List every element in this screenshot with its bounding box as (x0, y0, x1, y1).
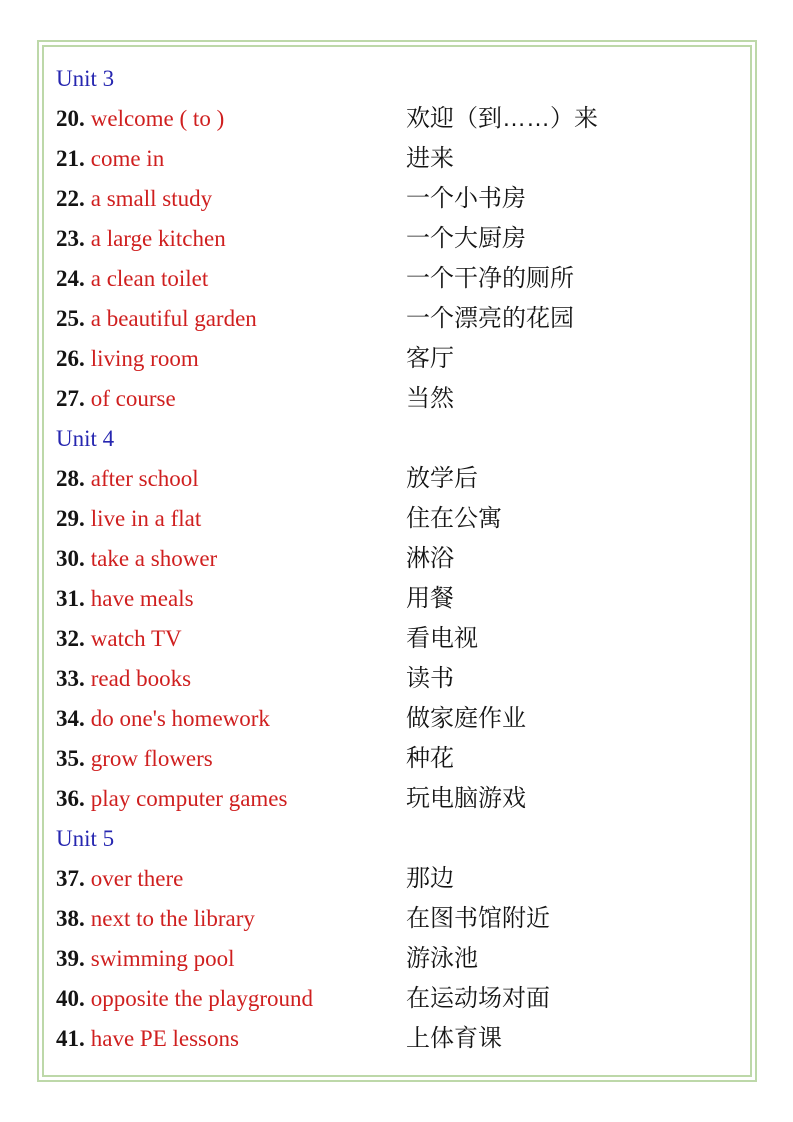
document-page (37, 40, 757, 1082)
entry-chinese: 种花 (406, 745, 454, 772)
entry-english-cell (56, 859, 406, 899)
entry-english-cell (56, 499, 406, 539)
entry-english: next to the library (90, 906, 255, 931)
entry-number: 28. (56, 466, 85, 491)
entry-english: play computer games (90, 786, 288, 811)
entry-chinese: 进来 (406, 145, 454, 172)
entry-number: 23. (56, 226, 85, 251)
entry-number: 39. (56, 946, 85, 971)
vocabulary-list (44, 47, 750, 1059)
entry-chinese: 一个干净的厕所 (406, 265, 574, 292)
entry-english: read books (90, 666, 192, 691)
entry-chinese: 一个漂亮的花园 (406, 305, 574, 332)
entry-chinese: 看电视 (406, 625, 478, 652)
entry-english-cell (56, 99, 406, 139)
entry-number: 29. (56, 506, 85, 531)
entry-number: 26. (56, 346, 85, 371)
vocab-row (56, 179, 750, 219)
entry-english: live in a flat (90, 506, 202, 531)
vocab-row (56, 979, 750, 1019)
vocab-row (56, 579, 750, 619)
entry-number: 41. (56, 1026, 85, 1051)
unit-heading: Unit 5 (56, 826, 115, 851)
vocab-row (56, 859, 750, 899)
entry-english: watch TV (90, 626, 182, 651)
vocab-row (56, 259, 750, 299)
entry-number: 32. (56, 626, 85, 651)
entry-english-cell (56, 779, 406, 819)
entry-english: a large kitchen (90, 226, 226, 251)
entry-english-cell (56, 139, 406, 179)
vocab-row (56, 219, 750, 259)
vocab-row (56, 699, 750, 739)
entry-chinese: 放学后 (406, 465, 478, 492)
vocab-row (56, 99, 750, 139)
entry-chinese: 玩电脑游戏 (406, 785, 526, 812)
entry-number: 21. (56, 146, 85, 171)
entry-number: 34. (56, 706, 85, 731)
entry-number: 27. (56, 386, 85, 411)
entry-english-cell (56, 219, 406, 259)
entry-number: 40. (56, 986, 85, 1011)
entry-number: 36. (56, 786, 85, 811)
entry-number: 37. (56, 866, 85, 891)
entry-english-cell (56, 979, 406, 1019)
entry-english-cell (56, 379, 406, 419)
entry-number: 35. (56, 746, 85, 771)
entry-chinese: 上体育课 (406, 1025, 502, 1052)
unit-heading: Unit 4 (56, 426, 115, 451)
entry-english: after school (90, 466, 199, 491)
unit-heading: Unit 3 (56, 66, 115, 91)
entry-chinese: 读书 (406, 665, 454, 692)
entry-number: 20. (56, 106, 85, 131)
entry-english-cell (56, 539, 406, 579)
entry-chinese: 欢迎（到……）来 (406, 105, 598, 132)
vocab-row (56, 779, 750, 819)
entry-english: a clean toilet (90, 266, 209, 291)
entry-english-cell (56, 579, 406, 619)
vocab-row (56, 1019, 750, 1059)
entry-chinese: 一个小书房 (406, 185, 526, 212)
entry-english-cell (56, 939, 406, 979)
entry-chinese: 一个大厨房 (406, 225, 526, 252)
entry-number: 22. (56, 186, 85, 211)
entry-english-cell (56, 179, 406, 219)
entry-english: do one's homework (90, 706, 270, 731)
vocab-row (56, 499, 750, 539)
entry-chinese: 游泳池 (406, 945, 478, 972)
vocab-row (56, 659, 750, 699)
entry-number: 33. (56, 666, 85, 691)
entry-english: of course (90, 386, 176, 411)
entry-english: have meals (90, 586, 194, 611)
entry-english: grow flowers (90, 746, 213, 771)
entry-number: 31. (56, 586, 85, 611)
entry-english-cell (56, 899, 406, 939)
entry-chinese: 用餐 (406, 585, 454, 612)
vocab-row (56, 899, 750, 939)
entry-chinese: 在运动场对面 (406, 985, 550, 1012)
vocab-row (56, 619, 750, 659)
entry-english: a beautiful garden (90, 306, 257, 331)
entry-english: come in (90, 146, 165, 171)
entry-number: 38. (56, 906, 85, 931)
entry-english: welcome ( to ) (90, 106, 225, 131)
vocab-row (56, 139, 750, 179)
entry-english-cell (56, 739, 406, 779)
entry-english: have PE lessons (90, 1026, 239, 1051)
entry-english-cell (56, 339, 406, 379)
entry-chinese: 淋浴 (406, 545, 454, 572)
entry-number: 24. (56, 266, 85, 291)
vocab-row (56, 299, 750, 339)
vocab-row (56, 339, 750, 379)
entry-english-cell (56, 259, 406, 299)
entry-english: over there (90, 866, 184, 891)
entry-chinese: 做家庭作业 (406, 705, 526, 732)
vocab-row (56, 459, 750, 499)
vocab-row (56, 539, 750, 579)
entry-number: 25. (56, 306, 85, 331)
entry-chinese: 住在公寓 (406, 505, 502, 532)
entry-chinese: 客厅 (406, 345, 454, 372)
entry-english-cell (56, 459, 406, 499)
entry-number: 30. (56, 546, 85, 571)
entry-english: swimming pool (90, 946, 235, 971)
entry-english-cell (56, 619, 406, 659)
entry-english-cell (56, 299, 406, 339)
vocab-row (56, 939, 750, 979)
entry-english: opposite the playground (90, 986, 314, 1011)
entry-english: living room (90, 346, 199, 371)
vocab-row (56, 379, 750, 419)
entry-english: a small study (90, 186, 213, 211)
vocab-row (56, 739, 750, 779)
entry-english-cell (56, 699, 406, 739)
entry-english: take a shower (90, 546, 218, 571)
entry-english-cell (56, 1019, 406, 1059)
entry-chinese: 那边 (406, 865, 454, 892)
entry-chinese: 当然 (406, 385, 454, 412)
entry-english-cell (56, 659, 406, 699)
entry-chinese: 在图书馆附近 (406, 905, 550, 932)
